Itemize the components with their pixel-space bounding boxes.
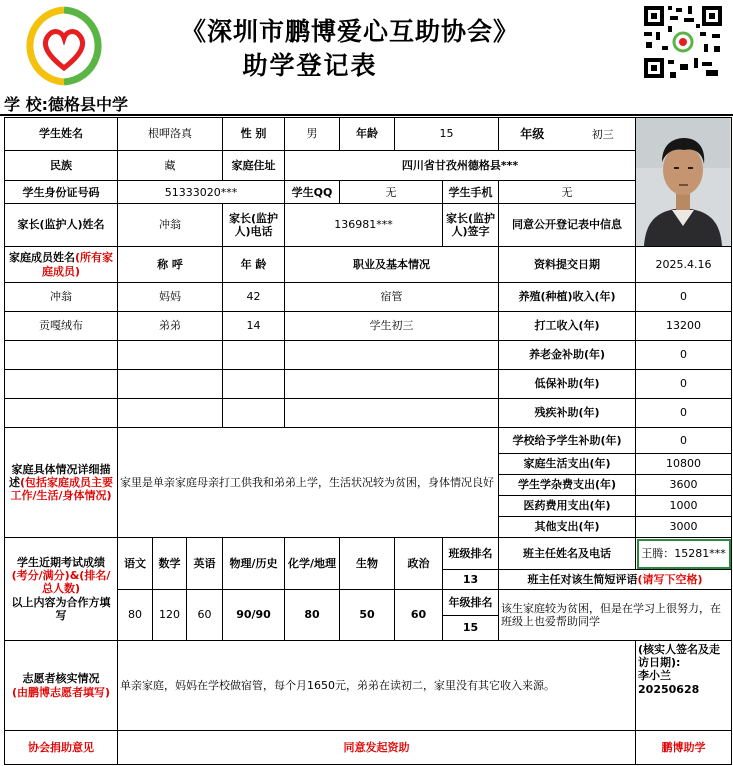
exam-title: 学生近期考试成绩 [17,556,105,570]
score: 60 [187,590,223,641]
finance-label: 养殖(种植)收入(年) [499,283,636,312]
student-name-label: 学生姓名 [5,118,118,151]
member-relation: 妈妈 [118,283,223,312]
verify-signer-label: (核实人签名及走访日期): [638,643,721,670]
teacher-label: 班主任姓名及电话 [499,538,636,570]
finance-value: 0 [636,370,732,399]
guardian-phone-label: 家长(监护人)电话 [223,203,285,246]
registration-table [4,117,732,765]
finance-label: 学生学杂费支出(年) [499,475,636,496]
finance-value: 0 [636,399,732,428]
guardian-name: 冲翁 [118,203,223,246]
grade-rank-value: 15 [462,621,479,634]
subject-header: 化学/地理 [285,538,340,590]
form-header [0,0,733,88]
member-job-empty [285,370,499,399]
title-line-1: 《深圳市鹏博爱心互助协会》 [180,17,519,46]
opinion-value: 同意发起资助 [118,731,636,765]
subject-header: 生物 [340,538,395,590]
relation-header: 称 呼 [118,247,223,283]
member-age: 14 [223,312,285,341]
member-age-empty [223,399,285,428]
family-members-title: 家庭成员姓名 [8,251,75,265]
verify-signer-cell [636,641,732,731]
finance-label: 养老金补助(年) [499,341,636,370]
exam-suffix: 以上内容为合作方填写 [11,595,111,622]
finance-label: 打工收入(年) [499,312,636,341]
address-value: 四川省甘孜州德格县*** [285,150,636,181]
guardian-name-label: 家长(监护人)姓名 [5,203,118,246]
family-members-note: (所有家庭成员) [41,251,114,278]
comment-note: (请写下空格) [637,572,703,586]
member-relation-empty [118,399,223,428]
member-name-empty [5,341,118,370]
ethnicity-label: 民族 [5,150,118,181]
verify-signer: 李小兰 [638,669,672,683]
student-photo [636,118,732,247]
verify-date: 20250628 [638,682,700,696]
family-members-label [5,247,118,283]
member-job: 学生初三 [285,312,499,341]
finance-label: 其他支出(年) [499,517,636,538]
age-label: 年龄 [340,118,395,151]
finance-label: 学校给予学生补助(年) [499,428,636,454]
teacher-value: 王腾：15281*** [636,538,732,570]
member-relation-empty [118,341,223,370]
finance-label: 低保补助(年) [499,370,636,399]
subject-header: 语文 [118,538,153,590]
verify-title: 志愿者核实情况 [22,672,100,686]
id-label: 学生身份证号码 [5,181,118,204]
teacher-comment: 该生家庭较为贫困，但是在学习上很努力，在班级上也爱帮助同学 [499,590,732,641]
grade-value: 初三 [591,127,614,141]
grade-rank-label: 年级排名 [443,590,498,616]
grade-label: 年级 [520,126,545,141]
qq-label: 学生QQ [285,181,340,204]
member-age-empty [223,341,285,370]
verify-content: 单亲家庭，妈妈在学校做宿管，每个月1650元，弟弟在读初二，家里没有其它收入来源。 [118,641,636,731]
ethnicity-value: 藏 [118,150,223,181]
member-name-empty [5,399,118,428]
exam-note: (考分/满分)&(排名/总人数) [11,569,111,596]
class-rank-value: 13 [443,570,499,590]
qq-value: 无 [340,181,443,204]
finance-value: 1000 [636,496,732,517]
org-name: 鹏博助学 [636,731,732,765]
phone-value: 无 [499,181,636,204]
job-header: 职业及基本情况 [285,247,499,283]
grade-cell [499,118,636,151]
member-name: 贡嘎绒布 [5,312,118,341]
finance-value: 10800 [636,454,732,475]
age-value: 15 [395,118,499,151]
member-name-empty [5,370,118,399]
student-name: 根呷洛真 [118,118,223,151]
score: 80 [118,590,153,641]
subject-header: 政治 [395,538,443,590]
school-line [4,92,128,115]
finance-value: 0 [636,283,732,312]
divider [0,114,733,116]
finance-value: 0 [636,341,732,370]
submit-date-value: 2025.4.16 [636,247,732,283]
comment-label [499,570,732,590]
finance-label: 家庭生活支出(年) [499,454,636,475]
guardian-sign-label: 家长(监护人)签字 [443,203,499,246]
verify-note: (由鹏博志愿者填写) [11,685,111,699]
family-detail-label [5,428,118,538]
school-label: 学 校: [4,95,48,114]
subject-header: 物理/历史 [223,538,285,590]
score: 50 [340,590,395,641]
score: 120 [153,590,187,641]
family-detail-note: (包括家庭成员主要工作/生活/身体情况) [10,475,114,503]
subject-header: 数学 [153,538,187,590]
submit-date-label: 资料提交日期 [499,247,636,283]
guardian-phone: 136981*** [285,203,443,246]
score: 90/90 [223,590,285,641]
family-detail-title: 家庭具体情况详细描述 [8,462,111,489]
member-job-empty [285,399,499,428]
association-heart-logo-icon [24,6,104,86]
student-portrait-icon [636,118,730,246]
opinion-label: 协会捐助意见 [5,731,118,765]
gender-value: 男 [285,118,340,151]
member-relation-empty [118,370,223,399]
id-value: 51333020*** [118,181,285,204]
family-detail-text: 家里是单亲家庭母亲打工供我和弟弟上学，生活状况较为贫困，身体情况良好 [118,428,499,538]
finance-value: 3000 [636,517,732,538]
phone-label: 学生手机 [443,181,499,204]
school-name: 德格县中学 [47,95,128,114]
grade-rank-cell [443,590,499,641]
finance-value: 13200 [636,312,732,341]
consent-label: 同意公开登记表中信息 [499,203,636,246]
finance-label: 残疾补助(年) [499,399,636,428]
gender-label: 性 别 [223,118,285,151]
comment-title: 班主任对该生简短评语 [527,572,638,586]
member-age-header: 年 龄 [223,247,285,283]
finance-value: 0 [636,428,732,454]
finance-value: 3600 [636,475,732,496]
member-name: 冲翁 [5,283,118,312]
member-job: 宿管 [285,283,499,312]
class-rank-label: 班级排名 [443,538,499,570]
score: 80 [285,590,340,641]
subject-header: 英语 [187,538,223,590]
exam-label [5,538,118,641]
member-job-empty [285,341,499,370]
verify-label [5,641,118,731]
qr-code-icon [640,2,726,82]
title-line-2: 助学登记表 [242,51,378,80]
finance-label: 医药费用支出(年) [499,496,636,517]
score: 60 [395,590,443,641]
member-relation: 弟弟 [118,312,223,341]
member-age-empty [223,370,285,399]
member-age: 42 [223,283,285,312]
address-label: 家庭住址 [223,150,285,181]
